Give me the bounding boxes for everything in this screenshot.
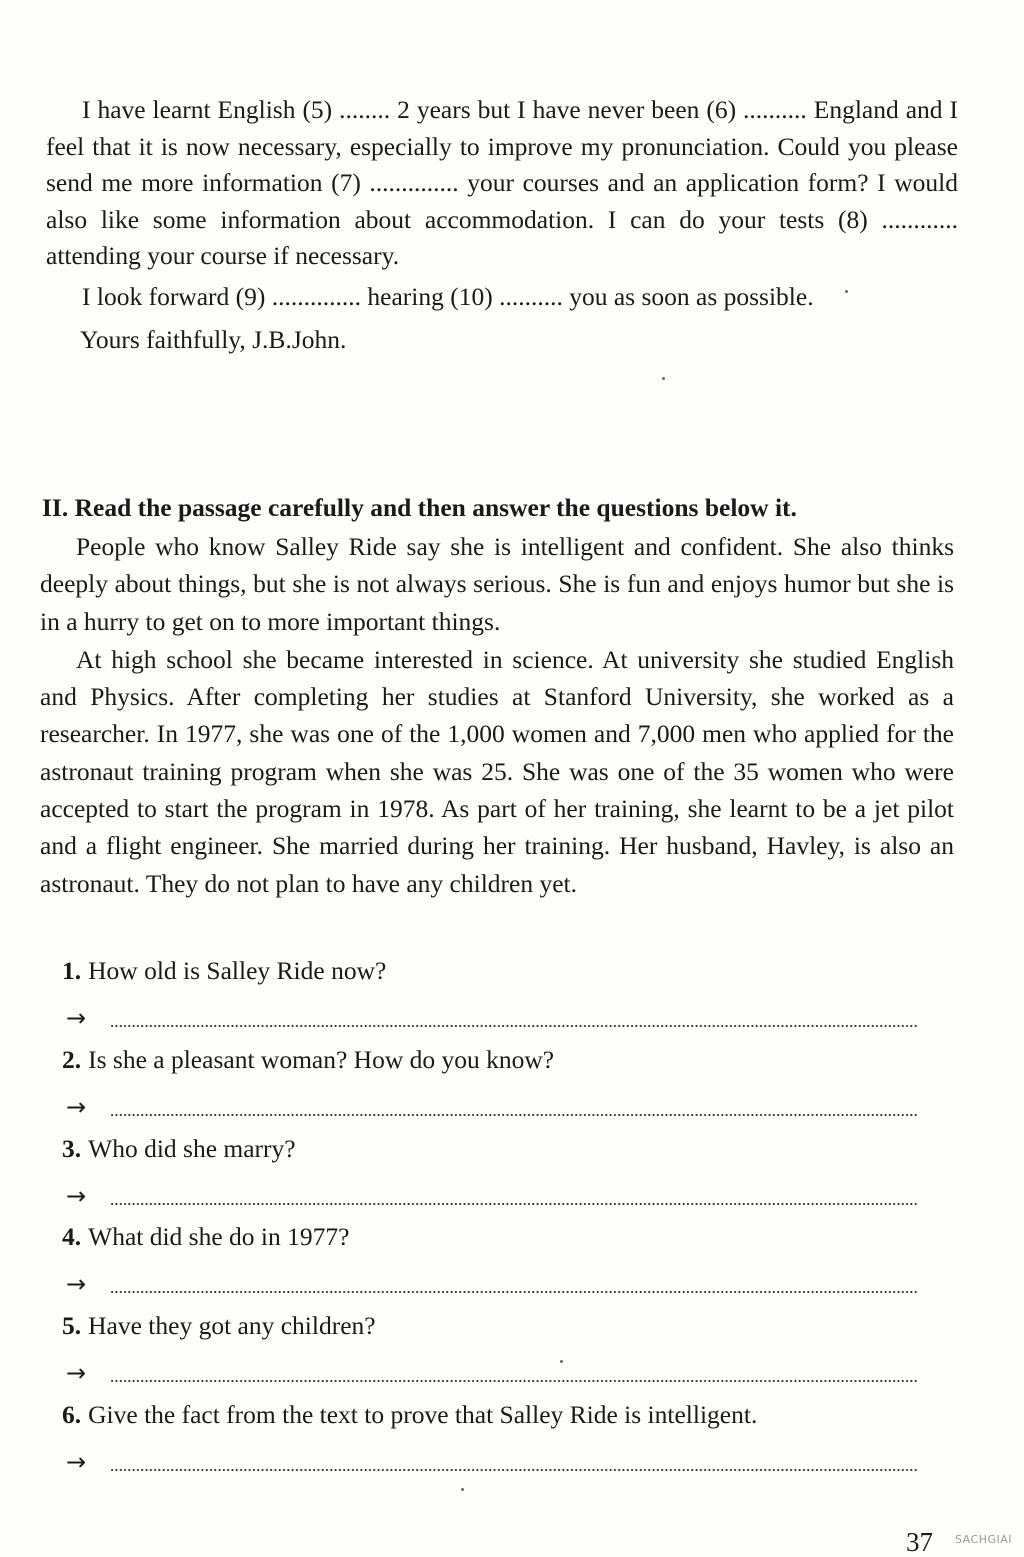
question-4 — [62, 1219, 918, 1255]
question-item — [62, 1131, 918, 1220]
letter-excerpt — [46, 92, 958, 358]
question-6 — [62, 1397, 918, 1433]
passage-paragraph-1: People who know Salley Ride say she is intelligent and confident. She also thinks deeply about things, but she is not always serious. She is fun and enjoys humor but she is in a hurry to get on to more important things. — [40, 532, 954, 636]
dotted-answer-line[interactable] — [110, 1202, 918, 1206]
dotted-answer-line[interactable] — [110, 1290, 918, 1294]
scan-speck — [461, 1488, 464, 1491]
scan-speck — [845, 290, 848, 293]
question-text: Who did she marry? — [88, 1133, 296, 1163]
dotted-answer-line[interactable] — [110, 1379, 918, 1383]
question-text: Give the fact from the text to prove that Salley Ride is intelligent. — [88, 1399, 758, 1429]
question-text: Have they got any children? — [88, 1311, 376, 1341]
question-text: What did she do in 1977? — [88, 1222, 350, 1252]
question-2 — [62, 1042, 918, 1078]
answer-line-3[interactable] — [66, 1179, 918, 1209]
question-item — [62, 1219, 918, 1308]
answer-line-2[interactable] — [66, 1090, 918, 1120]
question-3 — [62, 1131, 918, 1167]
arrow-icon: → — [66, 1359, 87, 1388]
letter-paragraph-1: I have learnt English (5) ........ 2 years but I have never been (6) .......... England and I feel that it is now necessary, especially to improve my pronunciation. Could you please send me more information (7) .............. your courses and an application form? I would also like some information about accommodation. I can do your tests (8) ............ attending your course if necessary. — [46, 95, 958, 271]
question-item — [62, 1042, 918, 1131]
arrow-icon: → — [66, 1447, 87, 1476]
question-1 — [62, 953, 918, 989]
question-5 — [62, 1308, 918, 1344]
arrow-icon: → — [66, 1181, 87, 1210]
arrow-icon: → — [66, 1092, 87, 1121]
question-item — [62, 953, 918, 1042]
dotted-answer-line[interactable] — [110, 1024, 918, 1028]
letter-sign-off: Yours faithfully, J.B.John. — [80, 324, 347, 354]
scan-speck — [560, 1360, 563, 1363]
dotted-answer-line[interactable] — [110, 1113, 918, 1117]
reading-passage — [40, 528, 954, 902]
dotted-answer-line[interactable] — [110, 1468, 918, 1472]
question-number: 1. — [62, 956, 82, 985]
scan-speck — [662, 377, 665, 380]
section-title: II. Read the passage carefully and then answer the questions below it. — [42, 493, 797, 522]
question-text: Is she a pleasant woman? How do you know? — [88, 1044, 555, 1074]
passage-paragraph-2: At high school she became interested in science. At university she studied English and Physics. After completing her studies at Stanford University, she worked as a researcher. In 1977, she was one of the 1,000 women and 7,000 men who applied for the astronaut training program when she was 25. She was one of the 35 women who were accepted to start the program in 1978. As part of her training, she learnt to be a jet pilot and a flight engineer. She married during her training. Her husband, Havley, is also an astronaut. They do not plan to have any children yet. — [40, 644, 954, 898]
question-number: 4. — [62, 1222, 82, 1252]
question-text: How old is Salley Ride now? — [88, 956, 387, 985]
watermark-logo: SACHGIAI — [955, 1533, 1013, 1546]
answer-line-4[interactable] — [66, 1267, 918, 1297]
answer-line-6[interactable] — [66, 1445, 918, 1475]
question-list — [62, 953, 918, 1486]
reading-section — [40, 490, 954, 902]
question-number: 5. — [62, 1311, 82, 1341]
question-item — [62, 1308, 918, 1397]
page-number: 37 — [906, 1527, 933, 1557]
letter-paragraph-2: I look forward (9) .............. hearing (10) .......... you as soon as possible. — [82, 281, 814, 311]
question-number: 6. — [62, 1399, 82, 1429]
answer-line-1[interactable] — [66, 1001, 918, 1031]
answer-line-5[interactable] — [66, 1356, 918, 1386]
arrow-icon: → — [66, 1004, 87, 1032]
question-number: 3. — [62, 1133, 82, 1163]
question-number: 2. — [62, 1044, 82, 1074]
question-item — [62, 1397, 918, 1486]
arrow-icon: → — [66, 1270, 87, 1299]
